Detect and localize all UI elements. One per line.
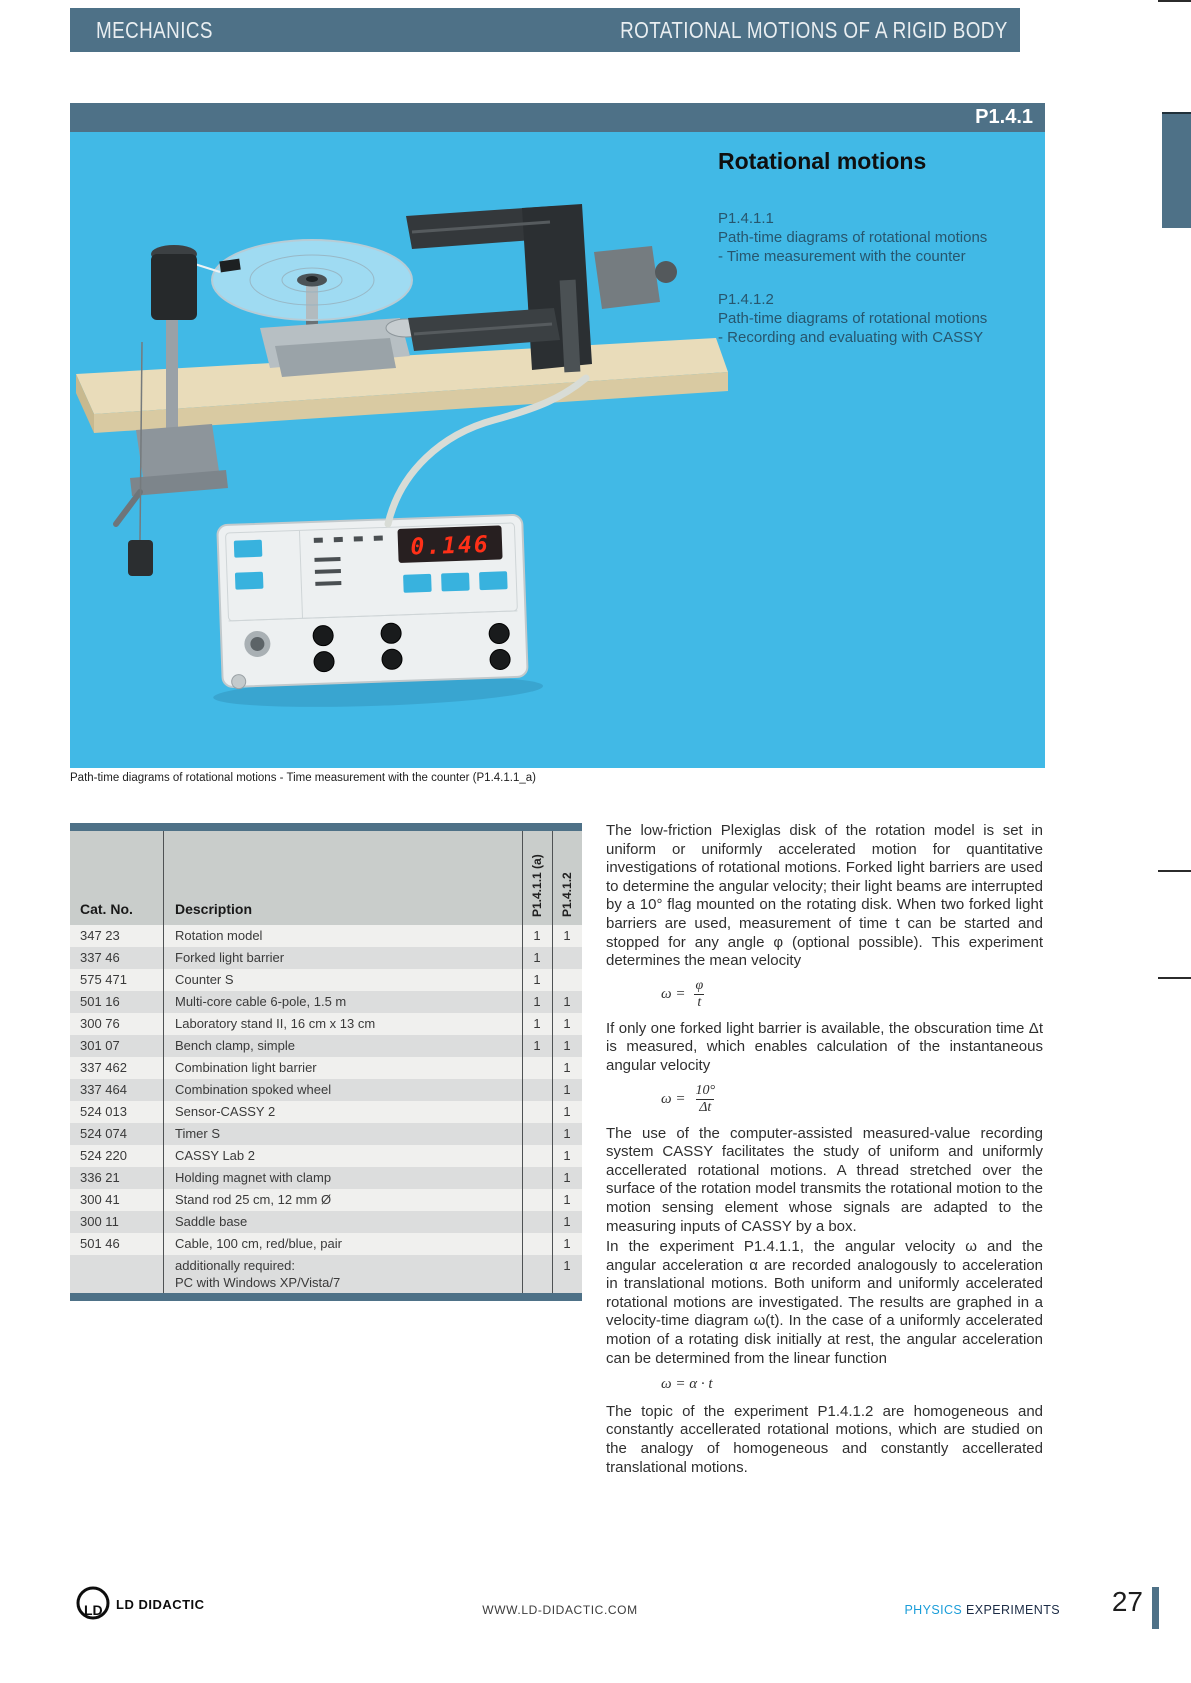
qty-exp2: 1 bbox=[563, 928, 571, 943]
part-number: 301 07 bbox=[80, 1038, 120, 1053]
part-description: Combination spoked wheel bbox=[175, 1082, 332, 1097]
logo-brand-text: LD DIDACTIC bbox=[116, 1597, 205, 1612]
part-number: 524 074 bbox=[80, 1126, 127, 1141]
header-section-label: MECHANICS bbox=[96, 17, 213, 43]
section-code: P1.4.1 bbox=[975, 106, 1033, 128]
hanging-weight bbox=[128, 540, 153, 576]
qty-exp1 bbox=[522, 1079, 552, 1101]
qty-exp1: 1 bbox=[533, 994, 541, 1009]
part-number: 524 013 bbox=[80, 1104, 127, 1119]
table-row bbox=[70, 1013, 582, 1035]
page-number: 27 bbox=[1111, 1586, 1143, 1617]
qty-exp2: 1 bbox=[563, 1258, 571, 1273]
qty-exp2: 1 bbox=[563, 1214, 571, 1229]
table-row bbox=[70, 1057, 582, 1079]
part-number: 501 16 bbox=[80, 994, 120, 1009]
table-row bbox=[70, 1101, 582, 1123]
column-divider bbox=[163, 831, 164, 1293]
part-description: Holding magnet with clamp bbox=[175, 1170, 332, 1185]
part-number: 336 21 bbox=[80, 1170, 120, 1185]
part-description: Sensor-CASSY 2 bbox=[175, 1104, 276, 1119]
qty-exp2 bbox=[552, 969, 582, 991]
part-number: 347 23 bbox=[80, 928, 120, 943]
part-description: Counter S bbox=[175, 972, 234, 987]
paragraph: The low-friction Plexiglas disk of the rotation model is set in uniform or uniformly accelerated motion for quantitative investigations of rotational motions. Forked light barriers are used to determine the angular velocity; their light beams are interrupted by a 10° flag mounted on the rotating disk. When two forked light barriers are used, measurement of time t can be started and stopped for any angle φ (optional possible). This experiment determines the mean velocity bbox=[606, 822, 1043, 970]
part-number: 337 46 bbox=[80, 950, 120, 965]
qty-exp2: 1 bbox=[563, 1236, 571, 1251]
parts-table bbox=[70, 823, 582, 1301]
table-body bbox=[70, 925, 582, 1293]
part-description: Multi-core cable 6-pole, 1.5 m bbox=[175, 994, 347, 1009]
table-row bbox=[70, 969, 582, 991]
footer-url: WWW.LD-DIDACTIC.COM bbox=[482, 1603, 638, 1617]
qty-exp1 bbox=[522, 1189, 552, 1211]
formula-denominator: Δt bbox=[696, 1099, 714, 1116]
counter-display-value: 0.146 bbox=[410, 531, 491, 561]
table-row bbox=[70, 1079, 582, 1101]
footer-series-experiments: EXPERIMENTS bbox=[966, 1603, 1060, 1617]
qty-exp2: 1 bbox=[563, 1060, 571, 1075]
table-row bbox=[70, 1145, 582, 1167]
experiment-code: P1.4.1.2 bbox=[718, 291, 774, 308]
header-topic-label: ROTATIONAL MOTIONS OF A RIGID BODY bbox=[620, 17, 1008, 43]
table-row bbox=[70, 1211, 582, 1233]
part-number: 337 462 bbox=[80, 1060, 127, 1075]
part-description: Timer S bbox=[175, 1126, 221, 1141]
experiment-line: - Time measurement with the counter bbox=[718, 248, 966, 265]
qty-exp1: 1 bbox=[533, 950, 541, 965]
experiment-entry bbox=[718, 209, 1033, 266]
table-row bbox=[70, 1035, 582, 1057]
qty-exp1 bbox=[522, 1211, 552, 1233]
part-number: 300 11 bbox=[80, 1214, 119, 1229]
table-header bbox=[70, 831, 582, 925]
paragraph: If only one forked light barrier is available, the obscuration time Δt is measured, which enables calculation of the instantaneous angular velocity bbox=[606, 1019, 1043, 1074]
topic-title: Rotational motions bbox=[718, 148, 927, 174]
part-description: Stand rod 25 cm, 12 mm Ø bbox=[175, 1192, 332, 1207]
table-row bbox=[70, 947, 582, 969]
part-number: 524 220 bbox=[80, 1148, 127, 1163]
qty-exp1 bbox=[522, 1145, 552, 1167]
qty-exp1 bbox=[522, 1123, 552, 1145]
part-description: Cable, 100 cm, red/blue, pair bbox=[175, 1236, 342, 1251]
formula-numerator: φ bbox=[695, 977, 704, 993]
section-index-tab bbox=[1162, 112, 1191, 228]
qty-exp2: 1 bbox=[563, 994, 571, 1009]
photo-caption: Path-time diagrams of rotational motions - Time measurement with the counter (P1.4.1.1_a) bbox=[70, 772, 536, 784]
hero-panel bbox=[70, 132, 1045, 768]
qty-exp2: 1 bbox=[563, 1016, 571, 1031]
formula-linear-function: ω = α · t bbox=[661, 1376, 713, 1393]
table-row bbox=[70, 1167, 582, 1189]
table-row bbox=[70, 1233, 582, 1255]
paragraph: In the experiment P1.4.1.1, the angular velocity ω and the angular acceleration α are recorded analogously to acceleration in translational motions. Both uniform and uniformly accelerated rotational motions are investigated. The results are graphed in a velocity-time diagram ω(t). In the case of a uniformly accelerated motion of a rotating disk initially at rest, the angular acceleration can be determined from the linear function bbox=[606, 1238, 1043, 1367]
qty-exp2: 1 bbox=[563, 1192, 571, 1207]
footer-series-physics: PHYSICS bbox=[904, 1603, 963, 1617]
qty-exp2: 1 bbox=[563, 1038, 571, 1053]
qty-exp1: 1 bbox=[533, 928, 541, 943]
section-code-bar bbox=[70, 103, 1045, 132]
qty-exp2 bbox=[552, 947, 582, 969]
column-divider bbox=[552, 831, 553, 1293]
logo-monogram: LD bbox=[84, 1602, 103, 1618]
paragraph: The use of the computer-assisted measured-value recording system CASSY facilitates the study of uniform and uniformly accellerated rotational motions. A thread stretched over the surface of the rotation model transmits the rotational motion to the motion sensing element whose signals are adapted to the measuring inputs of CASSY by a box. bbox=[606, 1124, 1043, 1235]
qty-exp1: 1 bbox=[533, 972, 541, 987]
part-number bbox=[70, 1257, 163, 1293]
qty-exp1: 1 bbox=[533, 1016, 541, 1031]
column-divider bbox=[522, 831, 523, 1293]
formula-numerator: 10° bbox=[695, 1082, 716, 1098]
experiment-code: P1.4.1.1 bbox=[718, 210, 774, 227]
part-description: Rotation model bbox=[175, 928, 263, 943]
table-row bbox=[70, 1255, 582, 1293]
formula-lhs: ω = bbox=[661, 1090, 686, 1107]
experiment-line: Path-time diagrams of rotational motions bbox=[718, 310, 988, 327]
part-number: 501 46 bbox=[80, 1236, 120, 1251]
qty-exp1 bbox=[522, 1057, 552, 1079]
qty-exp1 bbox=[522, 1257, 552, 1293]
part-description: Saddle base bbox=[175, 1214, 248, 1229]
qty-exp2: 1 bbox=[563, 1170, 571, 1185]
part-description: CASSY Lab 2 bbox=[175, 1148, 255, 1163]
qty-exp1 bbox=[522, 1101, 552, 1123]
index-tick bbox=[1158, 977, 1191, 979]
part-number: 300 41 bbox=[80, 1192, 120, 1207]
table-row bbox=[70, 991, 582, 1013]
rotation-model bbox=[182, 240, 426, 377]
column-header-exp2: P1.4.1.2 bbox=[560, 872, 574, 917]
body-text bbox=[606, 822, 1043, 1479]
formula-denominator: t bbox=[694, 994, 704, 1011]
experiment-line: Path-time diagrams of rotational motions bbox=[718, 229, 988, 246]
part-description: Laboratory stand II, 16 cm x 13 cm bbox=[175, 1016, 376, 1031]
qty-exp1 bbox=[522, 1233, 552, 1255]
qty-exp1: 1 bbox=[533, 1038, 541, 1053]
experiment-entry bbox=[718, 290, 1033, 347]
part-number: 575 471 bbox=[80, 972, 127, 987]
column-header-exp1: P1.4.1.1 (a) bbox=[530, 854, 544, 917]
index-tick bbox=[1158, 870, 1191, 872]
formula-mean-velocity bbox=[661, 978, 1043, 1011]
formula-instantaneous-velocity bbox=[661, 1083, 1043, 1116]
part-description: Combination light barrier bbox=[175, 1060, 317, 1075]
part-description: Bench clamp, simple bbox=[175, 1038, 295, 1053]
part-description: Forked light barrier bbox=[175, 950, 285, 965]
qty-exp2: 1 bbox=[563, 1126, 571, 1141]
qty-exp2: 1 bbox=[563, 1148, 571, 1163]
table-row bbox=[70, 1189, 582, 1211]
counter-device bbox=[207, 514, 543, 711]
page-header-bar bbox=[70, 8, 1020, 52]
part-number: 337 464 bbox=[80, 1082, 127, 1097]
table-row bbox=[70, 1123, 582, 1145]
footer-accent-bar bbox=[1152, 1587, 1159, 1629]
paragraph: The topic of the experiment P1.4.1.2 are homogeneous and constantly accellerated rotational motions, which are studied on the analogy of homogeneous and constantly accellerated translational motions. bbox=[606, 1402, 1043, 1476]
column-header-description: Description bbox=[175, 901, 253, 917]
index-tick bbox=[1158, 0, 1191, 2]
experiment-photo bbox=[70, 132, 730, 768]
footer-series-label bbox=[880, 1603, 1060, 1617]
table-row bbox=[70, 925, 582, 947]
ld-didactic-logo bbox=[72, 1582, 262, 1626]
table-top-bar bbox=[70, 823, 582, 831]
formula-lhs: ω = bbox=[661, 985, 686, 1002]
qty-exp2: 1 bbox=[563, 1082, 571, 1097]
column-header-cat-no: Cat. No. bbox=[80, 901, 133, 917]
hero-intro bbox=[718, 148, 1033, 371]
qty-exp2: 1 bbox=[563, 1104, 571, 1119]
part-description: additionally required: PC with Windows XP/Vista/7 bbox=[175, 1258, 341, 1290]
qty-exp1 bbox=[522, 1167, 552, 1189]
experiment-line: - Recording and evaluating with CASSY bbox=[718, 329, 984, 346]
part-number: 300 76 bbox=[80, 1016, 120, 1031]
table-bottom-bar bbox=[70, 1293, 582, 1301]
